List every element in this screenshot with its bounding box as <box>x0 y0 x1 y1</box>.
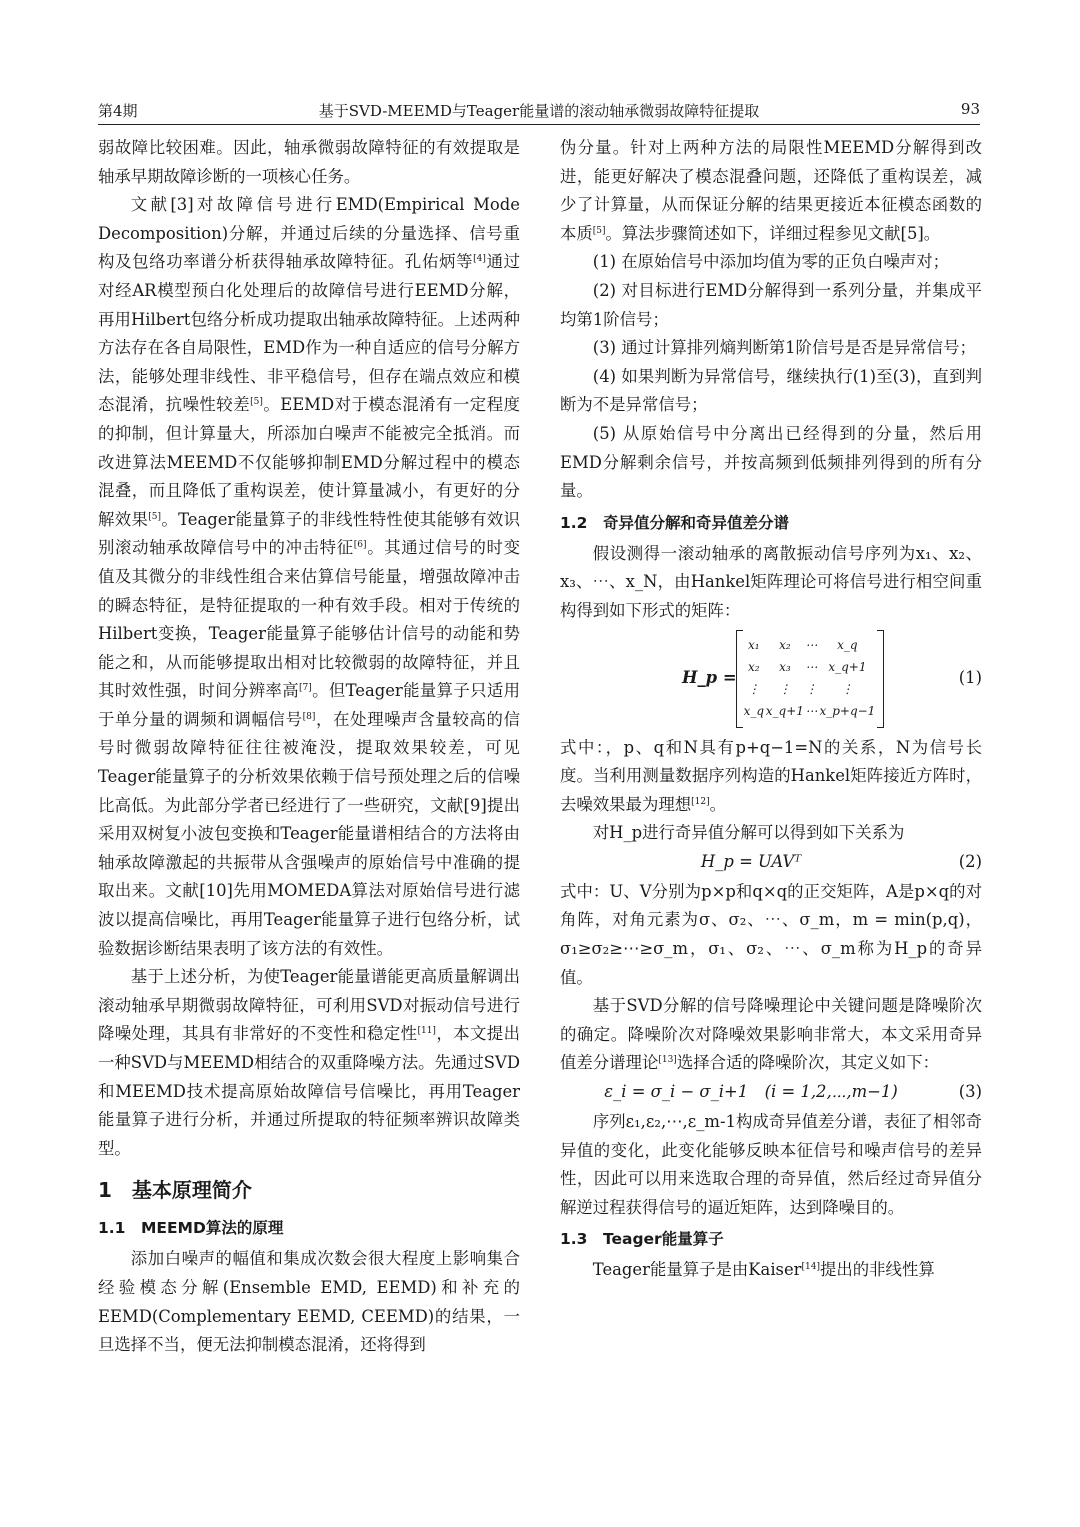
right-column <box>560 134 982 1285</box>
left-column <box>98 134 520 1360</box>
paragraph: 式中：U、V分别为p×p和q×q的正交矩阵，A是p×q的对角阵，对角元素为σ、σ₂、⋯、σ_m，m = min(p,q)，σ₁≥σ₂≥⋯≥σ_m，σ₁、σ₂、⋯、σ_m称为H_p的奇异值。 <box>560 881 982 987</box>
subsection-heading: 1.3 Teager能量算子 <box>560 1230 724 1249</box>
matrix-cell: ⋮ <box>805 681 818 696</box>
matrix-cell: x_q <box>837 637 858 652</box>
running-header <box>98 98 980 124</box>
matrix-cell: x₁ <box>748 637 760 652</box>
equation-body: ε_i = σ_i − σ_i+1 (i = 1,2,⋯,m−1) <box>604 1082 898 1102</box>
citation: [13] <box>658 1055 677 1066</box>
paragraph: 基于SVD分解的信号降噪理论中关键问题是降噪阶次的确定。降噪阶次对降噪效果影响非常大，本文采用奇异值差分谱理论[13]选择合适的降噪阶次，其定义如下： <box>560 996 982 1073</box>
paragraph: 假设测得一滚动轴承的离散振动信号序列为x₁、x₂、x₃、⋯、x_N，由Hankel矩阵理论可将信号进行相空间重构得到如下形式的矩阵： <box>560 543 982 620</box>
paragraph: 文献[3]对故障信号进行EMD(Empirical Mode Decomposition)分解，并通过后续的分量选择、信号重构及包络功率谱分析获得轴承故障特征。孔佑炳等[4]通过对经AR模型预白化处理后的故障信号进行EEMD分解，再用Hilbert包络分析成功提取出轴承故障特征。上述两种方法存在各自局限性，EMD作为一种自适应的信号分解方法，能够处理非线性、非平稳信号，但存在端点效应和模态混淆，抗噪性较差[5]。EEMD对于模态混淆有一定程度的抑制，但计算量大，所添加白噪声不能被完全抵消。而改进算法MEEMD不仅能够抑制EMD分解过程中的模态混叠，而且降低了重构误差，使计算量减小，有更好的分解效果[5]。Teager能量算子的非线性特性使其能够有效识别滚动轴承故障信号中的冲击特征[6]。其通过信号的时变值及其微分的非线性组合来估算信号能量，增强故障冲击的瞬态特征，是特征提取的一种有效手段。相对于传统的Hilbert变换，Teager能量算子能够估计信号的动能和势能之和，从而能够提取出相对比较微弱的故障特征，并且其时效性强，时间分辨率高[7]。但Teager能量算子只适用于单分量的调频和调幅信号[8]，在处理噪声含量较高的信号时微弱故障特征往往被淹没，提取效果较差，可见Teager能量算子的分析效果依赖于信号预处理之后的信噪比高低。为此部分学者已经进行了一些研究，文献[9]提出采用双树复小波包变换和Teager能量谱相结合的方法将由轴承故障激起的共振带从含强噪声的原始信号中准确的提取出来。文献[10]先用MOMEDA算法对原始信号进行滤波以提高信噪比，再用Teager能量算子进行包络分析，试验数据诊断结果表明了该方法的有效性。 <box>98 195 521 958</box>
paragraph: 对H_p进行奇异值分解可以得到如下关系为 <box>592 823 905 843</box>
subsection-heading: 1.1 MEEMD算法的原理 <box>98 1219 284 1238</box>
matrix-cell: x₃ <box>779 659 791 674</box>
citation: [7] <box>298 683 312 694</box>
citation: [5] <box>250 397 263 408</box>
matrix-cell: ⋮ <box>841 681 854 696</box>
step-item: (5) 从原始信号中分离出已经得到的分量，然后用EMD分解剩余信号，并按高频到低频排列得到的所有分量。 <box>560 423 982 501</box>
equation-body: H_p = UAVᵀ <box>700 851 802 871</box>
paragraph: 序列ε₁,ε₂,⋯,ε_m-1构成奇异值差分谱，表征了相邻奇异值的变化，此变化能够反映本征信号和噪声信号的差异性，因此可以用来选取合理的奇异值，然后经过奇异值分解逆过程获得信号的逼近矩阵，达到降噪目的。 <box>560 1112 982 1217</box>
matrix-cell: ⋮ <box>778 681 791 696</box>
matrix-cell: x_q <box>743 703 765 718</box>
matrix-lhs: H_p = <box>682 667 737 687</box>
paragraph: 添加白噪声的幅值和集成次数会很大程度上影响集合经验模态分解(Ensemble EMD, EEMD)和补充的EEMD(Complementary EEMD, CEEMD)的结果，一旦选择不当，便无法抑制模态混淆，还将得到 <box>98 1249 520 1355</box>
step-item: (3) 通过计算排列熵判断第1阶信号是否是异常信号； <box>592 338 976 358</box>
section-heading: 1 基本原理简介 <box>98 1178 252 1203</box>
equation-number: (3) <box>958 1082 982 1102</box>
header-rule <box>98 124 980 125</box>
page-number: 93 <box>960 100 980 118</box>
step-item: (4) 如果判断为异常信号，继续执行(1)至(3)，直到判断为不是异常信号； <box>560 366 982 415</box>
matrix-cell: x_q+1 <box>828 659 867 674</box>
paragraph: 伪分量。针对上两种方法的局限性MEEMD分解得到改进，能更好解决了模态混叠问题，还降低了重构误差，减少了计算量，从而保证分解的结果更接近本征模态函数的本质[5]。算法步骤简述如下，详细过程参见文献[5]。 <box>560 138 982 243</box>
matrix-cell: ⋮ <box>747 681 760 696</box>
equation-1 <box>560 628 982 732</box>
citation: [14] <box>801 1262 820 1273</box>
citation: [8] <box>302 711 316 722</box>
paragraph: Teager能量算子是由Kaiser[14]提出的非线性算 <box>592 1260 935 1280</box>
subsection-heading: 1.2 奇异值分解和奇异值差分谱 <box>560 513 789 532</box>
equation-2 <box>560 848 982 878</box>
citation: [6] <box>353 540 367 551</box>
paragraph: 式中：，p、q和N具有p+q−1=N的关系，N为信号长度。当利用测量数据序列构造的Hankel矩阵接近方阵时，去噪效果最为理想[12]。 <box>560 737 982 814</box>
matrix-cell: x₂ <box>748 659 760 674</box>
issue-number: 第4期 <box>98 102 138 120</box>
matrix-cell: x₂ <box>779 637 791 652</box>
paragraph: 弱故障比较困难。因此，轴承微弱故障特征的有效提取是轴承早期故障诊断的一项核心任务。 <box>98 138 520 186</box>
equation-3 <box>560 1078 982 1108</box>
matrix-cell: ⋯ <box>805 637 818 652</box>
equation-number: (1) <box>958 667 982 687</box>
citation: [4] <box>473 254 486 265</box>
hankel-matrix <box>736 630 884 728</box>
paragraph: 基于上述分析，为使Teager能量谱能更高质量解调出滚动轴承早期微弱故障特征，可利用SVD对振动信号进行降噪处理，其具有非常好的不变性和稳定性[11]，本文提出一种SVD与MEEMD相结合的双重降噪方法。先通过SVD和MEEMD技术提高原始故障信号信噪比，再用Teager能量算子进行分析，并通过所提取的特征频率辨识故障类型。 <box>98 967 521 1158</box>
step-item: (2) 对目标进行EMD分解得到一系列分量，并集成平均第1阶信号； <box>560 280 982 329</box>
matrix-cell: ⋯ <box>805 659 818 674</box>
equation-number: (2) <box>958 851 982 871</box>
step-item: (1) 在原始信号中添加均值为零的正负白噪声对； <box>592 252 950 272</box>
running-title: 基于SVD-MEEMD与Teager能量谱的滚动轴承微弱故障特征提取 <box>318 102 760 120</box>
citation: [11] <box>417 1026 436 1037</box>
citation: [5] <box>592 225 606 236</box>
matrix-cell: x_p+q−1 <box>819 703 876 718</box>
citation: [5] <box>148 511 161 522</box>
matrix-cell: x_q+1 <box>765 703 804 718</box>
matrix-cell: ⋯ <box>805 703 818 718</box>
citation: [12] <box>691 796 710 807</box>
